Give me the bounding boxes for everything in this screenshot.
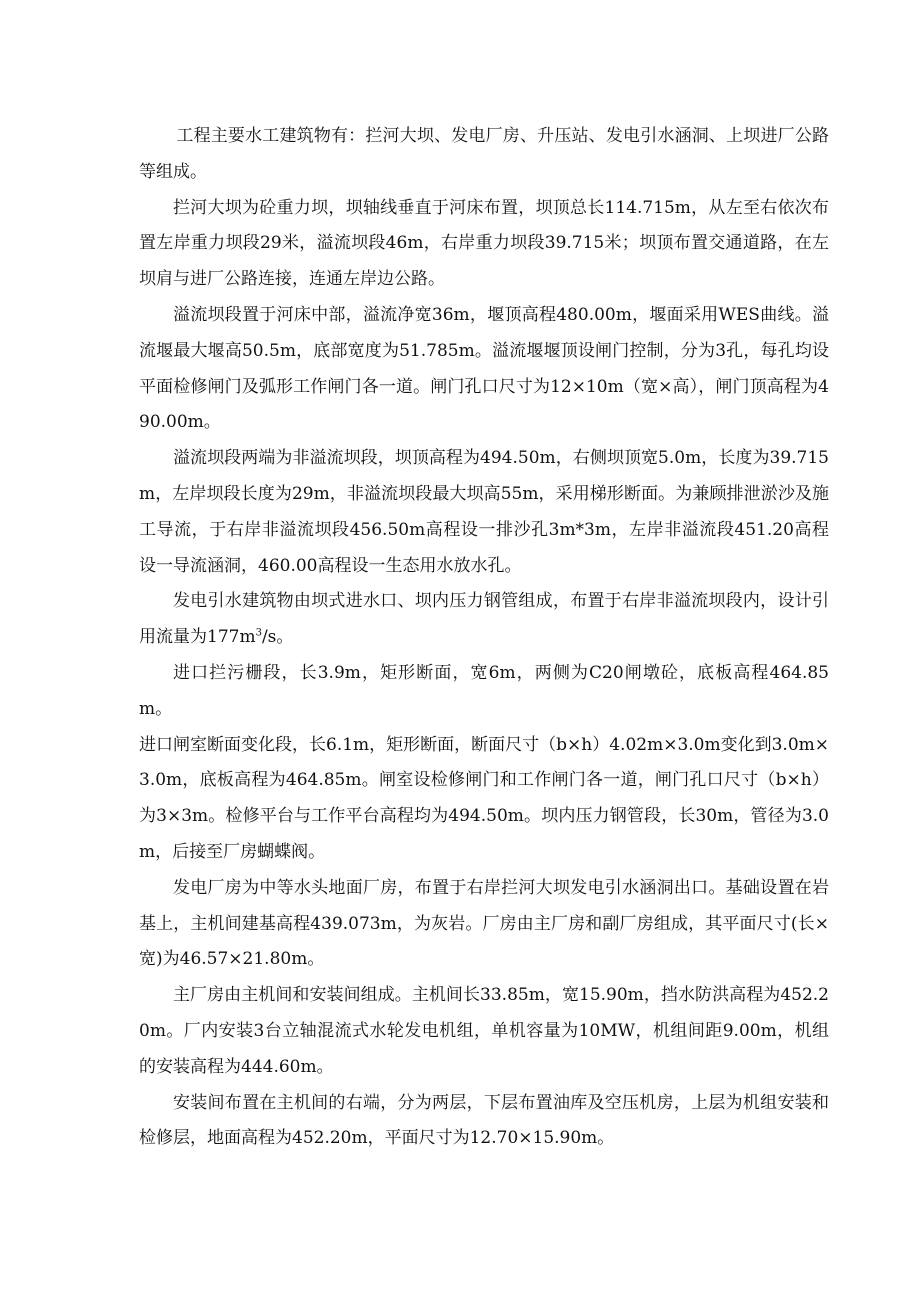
cubic-superscript: 3 (255, 627, 262, 639)
document-body (139, 119, 829, 1157)
paragraph-gate-chamber: 进口闸室断面变化段，长6.1m，矩形断面，断面尺寸（b×h）4.02m×3.0m变化到3.0m×3.0m，底板高程为464.85m。闸室设检修闸门和工作闸门各一道，闸门孔口尺寸（b×h）为3×3m。检修平台与工作平台高程均为494.50m。坝内压力钢管段，长30m，管径为3.0m，后接至厂房蝴蝶阀。 (139, 734, 830, 862)
paragraph-non-overflow-section: 溢流坝段两端为非溢流坝段，坝顶高程为494.50m，右侧坝顶宽5.0m，长度为39.715m，左岸坝段长度为29m，非溢流坝段最大坝高55m，采用梯形断面。为兼顾排泄淤沙及施工导流，于右岸非溢流坝段456.50m高程设一排沙孔3m*3m，左岸非溢流段451.20高程设一导流涵洞，460.00高程设一生态用水放水孔。 (139, 448, 829, 576)
paragraph-dam-layout: 拦河大坝为砼重力坝，坝轴线垂直于河床布置，坝顶总长114.715m，从左至右依次布置左岸重力坝段29米，溢流坝段46m，右岸重力坝段39.715米；坝顶布置交通道路，在左坝肩与进厂公路连接，连通左岸边公路。 (139, 197, 829, 290)
paragraph-structures-overview: 工程主要水工建筑物有：拦河大坝、发电厂房、升压站、发电引水涵洞、上坝进厂公路等组成。 (139, 126, 829, 182)
intake-text-suffix: /s。 (261, 627, 294, 648)
paragraph-main-powerhouse: 主厂房由主机间和安装间组成。主机间长33.85m，宽15.90m，挡水防洪高程为452.20m。厂内安装3台立轴混流式水轮发电机组，单机容量为10MW，机组间距9.00m，机组的安装高程为444.60m。 (139, 985, 829, 1077)
paragraph-powerhouse: 发电厂房为中等水头地面厂房，布置于右岸拦河大坝发电引水涵洞出口。基础设置在岩基上，主机间建基高程439.073m，为灰岩。厂房由主厂房和副厂房组成，其平面尺寸(长×宽)为46.57×21.80m。 (139, 877, 829, 970)
paragraph-trash-rack: 进口拦污栅段，长3.9m，矩形断面，宽6m，两侧为C20闸墩砼，底板高程464.85m。 (139, 662, 829, 719)
intake-text: 发电引水建筑物由坝式进水口、坝内压力钢管组成，布置于右岸非溢流坝段内，设计引用流量为177m (139, 591, 829, 648)
paragraph-intake-structures (139, 584, 829, 656)
paragraph-erection-bay: 安装间布置在主机间的右端，分为两层，下层布置油库及空压机房，上层为机组安装和检修层，地面高程为452.20m，平面尺寸为12.70×15.90m。 (139, 1092, 829, 1149)
paragraph-spillway-section: 溢流坝段置于河床中部，溢流净宽36m，堰顶高程480.00m，堰面采用WES曲线。溢流堰最大堰高50.5m，底部宽度为51.785m。溢流堰堰顶设闸门控制，分为3孔，每孔均设平面检修闸门及弧形工作闸门各一道。闸门孔口尺寸为12×10m（宽×高），闸门顶高程为490.00m。 (139, 304, 829, 433)
